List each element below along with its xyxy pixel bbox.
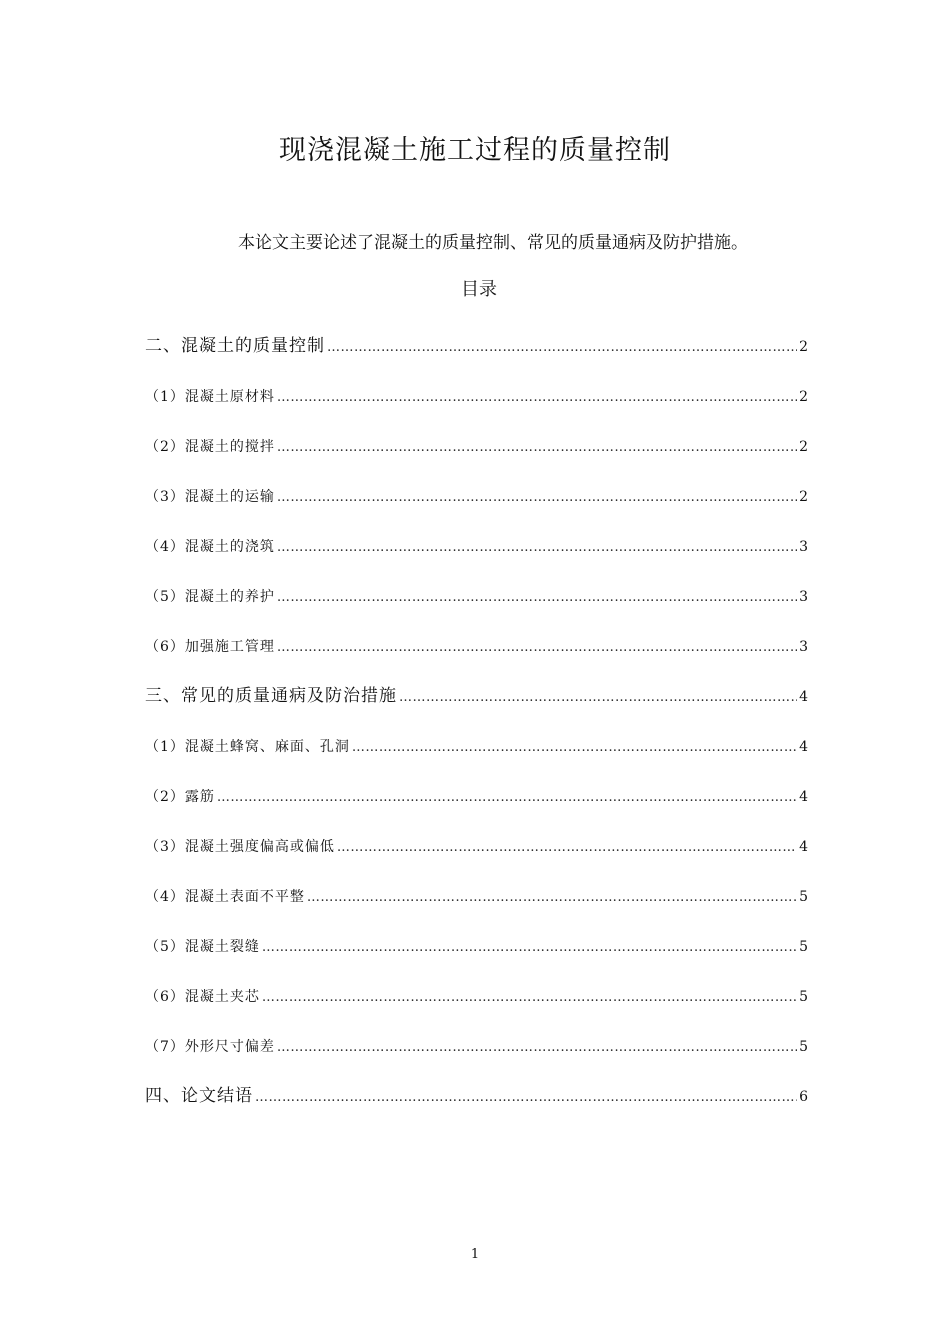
toc-entry[interactable] xyxy=(145,368,808,418)
toc-entry-label: （5）混凝土裂缝 xyxy=(145,939,260,955)
toc-entry-label: 三、常见的质量通病及防治措施 xyxy=(145,686,397,706)
toc-entry-label: （5）混凝土的养护 xyxy=(145,589,275,605)
toc-entry-page: 3 xyxy=(799,639,808,655)
toc-entry[interactable] xyxy=(145,518,808,568)
toc-dot-leader xyxy=(327,340,797,355)
toc-entry-label: （2）混凝土的搅拌 xyxy=(145,439,275,455)
toc-entry[interactable] xyxy=(145,1018,808,1068)
toc-dot-leader xyxy=(352,740,797,755)
toc-entry[interactable] xyxy=(145,718,808,768)
toc-entry[interactable] xyxy=(145,768,808,818)
toc-entry-page: 2 xyxy=(799,439,808,455)
toc-entry-label: 四、论文结语 xyxy=(145,1086,253,1106)
toc-entry-page: 4 xyxy=(799,789,808,805)
toc-dot-leader xyxy=(277,590,797,605)
toc-entry[interactable] xyxy=(145,868,808,918)
toc-heading: 目录 xyxy=(461,279,497,300)
toc-dot-leader xyxy=(217,790,797,805)
toc-entry-label: （3）混凝土强度偏高或偏低 xyxy=(145,839,335,855)
toc-dot-leader xyxy=(277,640,797,655)
toc-entry-label: （1）混凝土原材料 xyxy=(145,389,275,405)
toc-entry-page: 4 xyxy=(799,689,808,705)
toc-dot-leader xyxy=(262,990,797,1005)
toc-entry[interactable] xyxy=(145,418,808,468)
toc-dot-leader xyxy=(337,840,797,855)
toc-entry-page: 4 xyxy=(799,739,808,755)
toc-entry[interactable] xyxy=(145,568,808,618)
toc-dot-leader xyxy=(262,940,797,955)
page-number: 1 xyxy=(470,1247,480,1262)
toc-entry-label: （3）混凝土的运输 xyxy=(145,489,275,505)
toc-entry-page: 2 xyxy=(799,339,808,355)
toc-entry-label: （6）混凝土夹芯 xyxy=(145,989,260,1005)
toc-dot-leader xyxy=(277,1040,797,1055)
toc-dot-leader xyxy=(277,490,797,505)
toc-entry-page: 6 xyxy=(799,1089,808,1105)
toc-entry[interactable] xyxy=(145,818,808,868)
toc-entry-page: 3 xyxy=(799,539,808,555)
toc-dot-leader xyxy=(277,440,797,455)
toc-entry-label: （6）加强施工管理 xyxy=(145,639,275,655)
toc-entry-page: 2 xyxy=(799,489,808,505)
toc-dot-leader xyxy=(307,890,797,905)
toc-entry[interactable] xyxy=(145,318,808,368)
toc-dot-leader xyxy=(277,540,797,555)
toc-dot-leader xyxy=(399,690,797,705)
toc-entry-page: 3 xyxy=(799,589,808,605)
toc-entry-page: 2 xyxy=(799,389,808,405)
toc-entry[interactable] xyxy=(145,968,808,1018)
toc-dot-leader xyxy=(277,390,797,405)
toc-entry-page: 5 xyxy=(799,939,808,955)
document-title: 现浇混凝土施工过程的质量控制 xyxy=(279,135,671,166)
toc-entry-label: （2）露筋 xyxy=(145,789,215,805)
toc-entry[interactable] xyxy=(145,1068,808,1118)
toc-entry-page: 4 xyxy=(799,839,808,855)
toc-entry[interactable] xyxy=(145,618,808,668)
toc-entry[interactable] xyxy=(145,668,808,718)
toc-entry-page: 5 xyxy=(799,989,808,1005)
abstract-text: 本论文主要论述了混凝土的质量控制、常见的质量通病及防护措施。 xyxy=(238,233,748,253)
toc-entry[interactable] xyxy=(145,918,808,968)
toc-entry-label: 二、混凝土的质量控制 xyxy=(145,336,325,356)
toc-entry[interactable] xyxy=(145,468,808,518)
table-of-contents xyxy=(145,318,808,1118)
toc-entry-label: （4）混凝土的浇筑 xyxy=(145,539,275,555)
toc-entry-label: （4）混凝土表面不平整 xyxy=(145,889,305,905)
toc-dot-leader xyxy=(255,1090,797,1105)
toc-entry-label: （7）外形尺寸偏差 xyxy=(145,1039,275,1055)
toc-entry-page: 5 xyxy=(799,1039,808,1055)
toc-entry-label: （1）混凝土蜂窝、麻面、孔洞 xyxy=(145,739,350,755)
toc-entry-page: 5 xyxy=(799,889,808,905)
